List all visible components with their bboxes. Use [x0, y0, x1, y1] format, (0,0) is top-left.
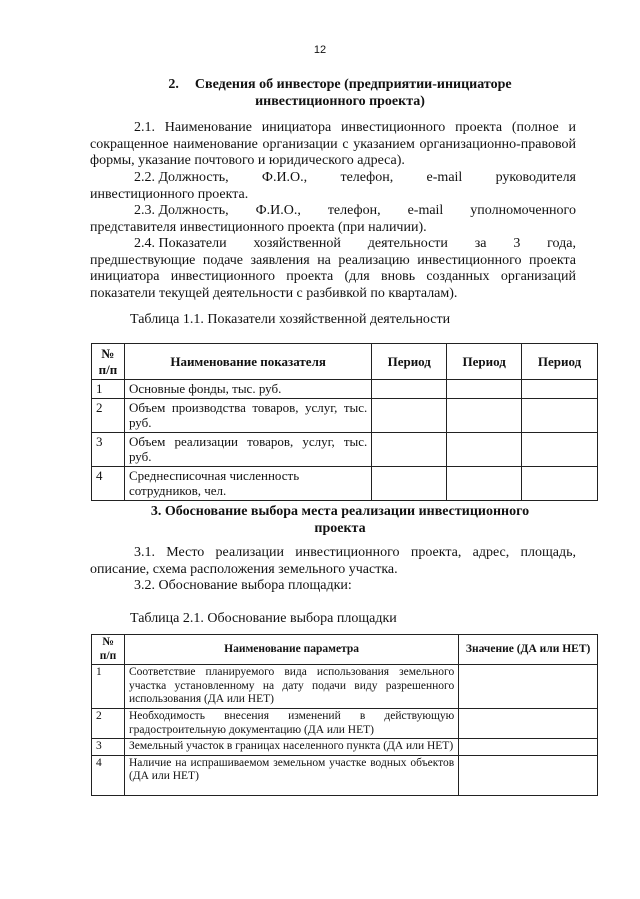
- row-number: 2: [92, 398, 125, 432]
- period-cell[interactable]: [447, 380, 522, 399]
- p2-tail: инвестиционного проекта.: [90, 186, 249, 202]
- value-cell[interactable]: [459, 665, 598, 709]
- p2-word: телефон,: [340, 170, 394, 185]
- paragraph-2-1: 2.1. Наименование инициатора инвестиционного проекта (полное и сокращенное наименование организации с указанием организационно-правовой формы, указание почтового и юридического адреса).: [90, 120, 576, 169]
- p2-word: 2.2. Должность,: [134, 170, 229, 185]
- p4-word: 2.4. Показатели: [134, 236, 227, 251]
- value-cell[interactable]: [459, 708, 598, 738]
- row-indicator: Основные фонды, тыс. руб.: [124, 380, 371, 399]
- section-3-title-line2: проекта: [314, 521, 366, 536]
- row-indicator: Среднесписочная численность сотрудников, чел.: [124, 466, 371, 500]
- p3-tail: представителя инвестиционного проекта (при наличии).: [90, 219, 427, 235]
- p2-word: Ф.И.О.,: [261, 170, 308, 185]
- table-row: [92, 755, 598, 795]
- row-indicator: Объем производства товаров, услуг, тыс. руб.: [124, 398, 371, 432]
- table-row: [92, 398, 598, 432]
- p2-word: руководителя: [495, 170, 576, 185]
- period-cell[interactable]: [522, 398, 598, 432]
- col-header-period: Период: [372, 344, 447, 380]
- col-header-value: [459, 635, 598, 665]
- row-parameter: Соответствие планируемого вида использования земельного участка установленному на дату подачи виду разрешенного использования (ДА или НЕТ): [124, 665, 458, 709]
- row-number: 2: [92, 708, 125, 738]
- paragraph-3-2: 3.2. Обоснование выбора площадки:: [134, 578, 352, 593]
- period-cell[interactable]: [447, 398, 522, 432]
- paragraph-3-1: 3.1. Место реализации инвестиционного проекта, адрес, площадь, описание, схема расположения земельного участка.: [90, 545, 576, 577]
- value-cell[interactable]: [459, 739, 598, 756]
- period-cell[interactable]: [372, 380, 447, 399]
- section-2-title-line1: Сведения об инвесторе (предприятии-инициаторе: [194, 77, 512, 92]
- row-number: 3: [92, 739, 125, 756]
- p3-word: телефон,: [327, 203, 381, 218]
- col-header-number: № п/п: [92, 635, 125, 665]
- p2-word: e-mail: [426, 170, 463, 185]
- row-number: 1: [92, 380, 125, 399]
- row-number: 3: [92, 432, 125, 466]
- table-row: [92, 708, 598, 738]
- col-header-value-label: Значение (ДА или НЕТ): [465, 642, 591, 655]
- p4-word: года,: [547, 236, 576, 251]
- value-cell[interactable]: [459, 755, 598, 795]
- period-cell[interactable]: [372, 466, 447, 500]
- table-2-caption: Таблица 2.1. Обоснование выбора площадки: [130, 611, 397, 626]
- period-cell[interactable]: [447, 432, 522, 466]
- table-site-justification: [91, 634, 598, 796]
- table-1-caption: Таблица 1.1. Показатели хозяйственной деятельности: [130, 312, 451, 327]
- period-cell[interactable]: [522, 432, 598, 466]
- row-number: 4: [92, 466, 125, 500]
- table-row: [92, 665, 598, 709]
- page-number: 12: [313, 44, 327, 56]
- row-number: 1: [92, 665, 125, 709]
- col-header-period: Период: [522, 344, 598, 380]
- p4-tail: предшествующие подаче заявления на реализацию инвестиционного проекта инициатора инвестиционного проекта (для вновь созданных организаций показатели текущей деятельности с разбивкой по кварталам).: [90, 252, 576, 301]
- col-header-period: Период: [447, 344, 522, 380]
- section-2-title: [110, 76, 570, 110]
- p4-word: деятельности: [367, 236, 448, 251]
- table-row: [92, 466, 598, 500]
- paragraph-2-3: [90, 203, 576, 236]
- table-row: [92, 380, 598, 399]
- row-number: 4: [92, 755, 125, 795]
- row-parameter: Необходимость внесения изменений в действующую градостроительную документацию (ДА или НЕТ): [124, 708, 458, 738]
- table-business-indicators: [91, 343, 598, 501]
- row-indicator: Объем реализации товаров, услуг, тыс. руб.: [124, 432, 371, 466]
- p4-word: 3: [513, 236, 521, 251]
- paragraph-2-2: [90, 170, 576, 203]
- col-header-number: № п/п: [92, 344, 125, 380]
- section-2-title-line2: инвестиционного проекта): [255, 94, 425, 109]
- period-cell[interactable]: [522, 466, 598, 500]
- col-header-parameter: Наименование параметра: [124, 635, 458, 665]
- section-3-title-line1: 3. Обоснование выбора места реализации инвестиционного: [150, 504, 530, 519]
- p4-word: хозяйственной: [253, 236, 341, 251]
- table-row: [92, 739, 598, 756]
- period-cell[interactable]: [372, 398, 447, 432]
- p3-word: 2.3. Должность,: [134, 203, 229, 218]
- p3-word: Ф.И.О.,: [255, 203, 301, 218]
- period-cell[interactable]: [522, 380, 598, 399]
- p4-word: за: [474, 236, 487, 251]
- period-cell[interactable]: [372, 432, 447, 466]
- p3-word: уполномоченного: [470, 203, 576, 218]
- row-parameter: Наличие на испрашиваемом земельном участке водных объектов (ДА или НЕТ): [124, 755, 458, 795]
- table-row: [92, 432, 598, 466]
- paragraph-2-4: [90, 236, 576, 302]
- col-header-indicator: Наименование показателя: [124, 344, 371, 380]
- section-3-title: [110, 503, 570, 537]
- p3-word: e-mail: [407, 203, 444, 218]
- row-parameter: Земельный участок в границах населенного пункта (ДА или НЕТ): [124, 739, 458, 756]
- period-cell[interactable]: [447, 466, 522, 500]
- section-2-number: 2.: [168, 77, 179, 92]
